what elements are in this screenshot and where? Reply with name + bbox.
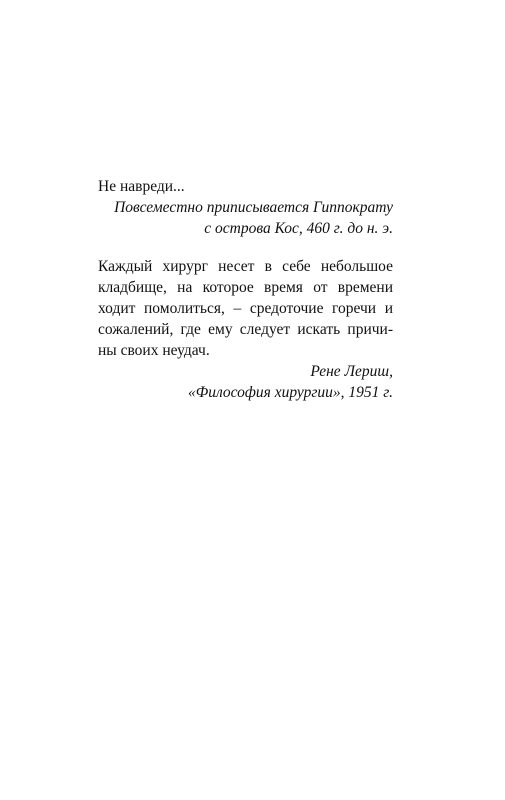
epigraph-quote-line-2: кладбище, на которое время от времени xyxy=(98,279,393,296)
epigraph-quote-line-5: ны своих неудач. xyxy=(98,342,210,359)
epigraph-attribution-author: Рене Лериш, xyxy=(310,363,393,380)
epigraph-quote: Не навреди... xyxy=(98,178,185,195)
epigraph-hippocrates xyxy=(98,176,393,239)
epigraph-quote-line-1: Каждый хирург несет в себе небольшое xyxy=(98,258,393,275)
epigraph-leriche xyxy=(98,256,393,403)
epigraph-attribution-line-2: с острова Кос, 460 г. до н. э. xyxy=(204,220,393,237)
epigraph-attribution-line-1: Повсеместно приписывается Гиппократу xyxy=(114,199,393,216)
epigraph-quote-line-4: сожалений, где ему следует искать причи- xyxy=(98,321,393,338)
epigraph-attribution-source: «Философия хирургии», 1951 г. xyxy=(188,384,393,401)
epigraph-quote-line-3: ходит помолиться, – средоточие горечи и xyxy=(98,300,393,317)
